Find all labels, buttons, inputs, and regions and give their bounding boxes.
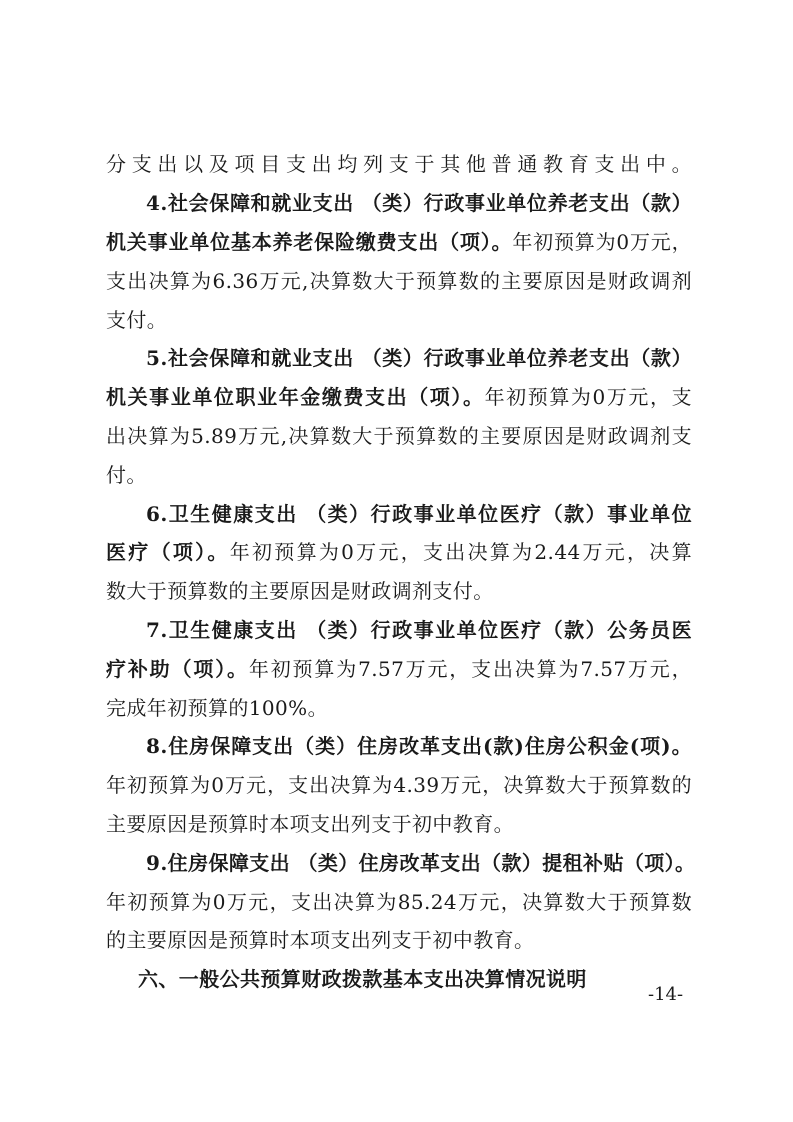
item-6-heading-cont: 医疗（项）。 (106, 540, 230, 564)
paragraph-line: 支付。 (106, 308, 168, 332)
paragraph-line (106, 380, 692, 414)
item-4-heading-cont: 机关事业单位基本养老保险缴费支出（项）。 (106, 230, 513, 254)
item-5-heading: 5.社会保障和就业支出 （类）行政事业单位养老支出（款） (146, 346, 692, 370)
paragraph-line: 分支出以及项目支出均列支于其他普通教育支出中。 (106, 152, 692, 176)
paragraph-line: 主要原因是预算时本项支出列支于初中教育。 (106, 812, 514, 836)
item-7-heading-cont: 疗补助（项）。 (106, 657, 249, 681)
paragraph-line: 数大于预算数的主要原因是财政调剂支付。 (106, 579, 494, 603)
item-9-heading: 9.住房保障支出 （类）住房改革支出（款）提租补贴（项）。 (146, 851, 696, 875)
section-6-heading: 六、一般公共预算财政拨款基本支出决算情况说明 (138, 967, 587, 991)
paragraph-line (106, 535, 692, 569)
item-4-heading: 4.社会保障和就业支出 （类）行政事业单位养老支出（款） (146, 191, 692, 215)
paragraph-line: 年初预算为0万元，支出决算为85.24万元，决算数大于预算数 (106, 890, 692, 914)
item-7-text: 年初预算为7.57万元，支出决算为7.57万元， (248, 657, 692, 681)
paragraph-line (106, 652, 692, 686)
paragraph-line: 年初预算为0万元，支出决算为4.39万元，决算数大于预算数的 (106, 773, 692, 797)
item-4-text: 年初预算为0万元， (512, 230, 693, 254)
item-5-heading-cont: 机关事业单位职业年金缴费支出（项）。 (106, 385, 485, 409)
paragraph-line: 完成年初预算的100%。 (106, 696, 328, 720)
item-7-heading: 7.卫生健康支出 （类）行政事业单位医疗（款）公务员医 (146, 618, 692, 642)
item-8-heading: 8.住房保障支出（类）住房改革支出(款)住房公积金(项)。 (146, 734, 692, 758)
item-6-heading: 6.卫生健康支出 （类）行政事业单位医疗（款）事业单位 (146, 502, 692, 526)
paragraph-line: 出决算为5.89万元,决算数大于预算数的主要原因是财政调剂支 (106, 424, 692, 448)
paragraph-line: 支出决算为6.36万元,决算数大于预算数的主要原因是财政调剂 (106, 269, 692, 293)
paragraph-line: 付。 (106, 463, 147, 487)
paragraph-line (106, 225, 692, 259)
item-6-text: 年初预算为0万元，支出决算为2.44万元，决算 (229, 540, 692, 564)
item-5-text: 年初预算为0万元，支 (484, 385, 692, 409)
paragraph-line: 的主要原因是预算时本项支出列支于初中教育。 (106, 928, 535, 952)
page-number: -14- (648, 984, 684, 1005)
